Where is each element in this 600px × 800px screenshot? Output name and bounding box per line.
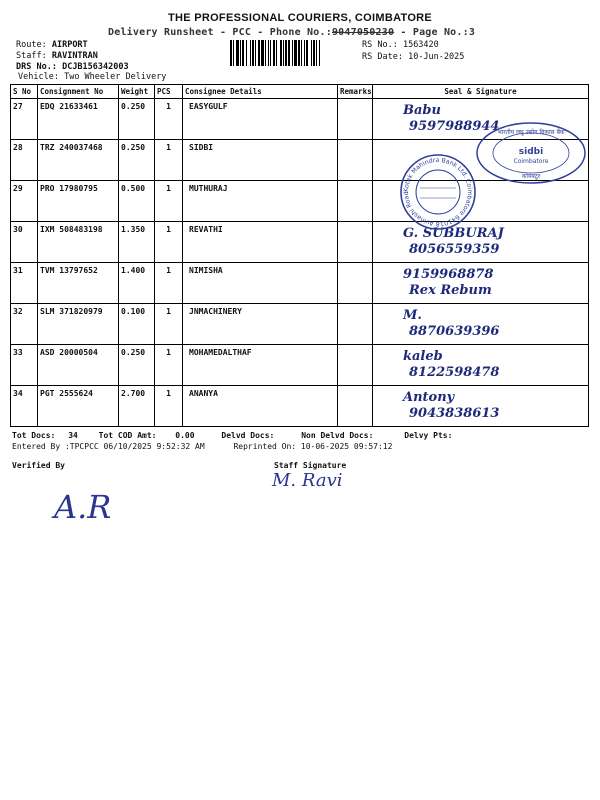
barcode-bar	[292, 40, 293, 66]
barcode-bar	[230, 40, 232, 66]
handwritten-phone: 8056559359	[409, 242, 500, 257]
cell-remarks	[338, 304, 373, 345]
delvy-pts-label: Delvy Pts:	[404, 431, 453, 440]
table-row	[11, 386, 589, 427]
cell-remarks	[338, 386, 373, 427]
rs-no-label: RS No.:	[362, 40, 398, 50]
barcode-bar	[301, 40, 302, 66]
col-consignee: Consignee Details	[183, 85, 338, 99]
col-seal-signature: Seal & Signature	[373, 85, 589, 99]
cell-consignment-no: EDQ 21633461	[38, 99, 119, 140]
cell-seal-signature	[373, 345, 589, 386]
cell-consignment-no: TVM 13797652	[38, 263, 119, 304]
cell-remarks	[338, 345, 373, 386]
barcode-bar	[246, 40, 247, 66]
cell-weight: 0.250	[119, 99, 155, 140]
cell-pcs: 1	[155, 222, 183, 263]
sidbi-seal-stamp	[474, 120, 588, 186]
cell-consignee: EASYGULF	[183, 99, 338, 140]
cell-pcs: 1	[155, 386, 183, 427]
col-consignment: Consignment No	[38, 85, 119, 99]
cell-consignment-no: PGT 2555624	[38, 386, 119, 427]
cell-consignment-no: ASD 20000504	[38, 345, 119, 386]
route-label: Route:	[16, 40, 47, 50]
svg-text:Kotak Mahindra Bank Ltd. Coimb	[403, 157, 473, 227]
handwritten-phone: Rex Rebum	[409, 283, 492, 298]
cell-consignee: NIMISHA	[183, 263, 338, 304]
barcode-bar	[304, 40, 305, 66]
barcode-bar	[298, 40, 300, 66]
cell-consignment-no: TRZ 240037468	[38, 140, 119, 181]
rs-date-line	[362, 52, 464, 62]
cell-pcs: 1	[155, 99, 183, 140]
verified-signature: A.R	[54, 488, 112, 526]
reprinted-on: Reprinted On: 10-06-2025 09:57:12	[233, 442, 393, 451]
cell-sno: 28	[11, 140, 38, 181]
cell-pcs: 1	[155, 304, 183, 345]
table-header-row	[11, 85, 589, 99]
table-row	[11, 263, 589, 304]
cell-weight: 0.250	[119, 140, 155, 181]
handwritten-phone: 9043838613	[409, 406, 500, 421]
cell-sno: 33	[11, 345, 38, 386]
cell-pcs: 1	[155, 181, 183, 222]
cell-pcs: 1	[155, 263, 183, 304]
cell-seal-signature	[373, 386, 589, 427]
col-weight: Weight	[119, 85, 155, 99]
non-delvd-docs-label: Non Delvd Docs:	[301, 431, 374, 440]
barcode-bar	[319, 40, 320, 66]
table-row	[11, 345, 589, 386]
barcode-bar	[255, 40, 256, 66]
cell-consignee: REVATHI	[183, 222, 338, 263]
barcode-bar	[265, 40, 266, 66]
tot-cod-value: 0.00	[175, 431, 195, 440]
barcode-bar	[270, 40, 271, 66]
phone-number: 9047050230	[331, 27, 395, 38]
staff-handwritten-signature: M. Ravi	[272, 470, 343, 491]
route-line	[16, 40, 88, 50]
cell-pcs: 1	[155, 345, 183, 386]
barcode-bar	[250, 40, 251, 66]
cell-consignment-no: SLM 371820979	[38, 304, 119, 345]
barcode-bar	[236, 40, 239, 66]
staff-label: Staff:	[16, 51, 47, 61]
cell-consignment-no: IXM 508483198	[38, 222, 119, 263]
entered-by: Entered By :TPCPCC 06/10/2025 9:52:32 AM	[12, 442, 205, 451]
staff-value: RAVINTRAN	[51, 51, 98, 61]
cell-seal-signature	[373, 304, 589, 345]
subtitle-prefix: Delivery Runsheet - PCC - Phone No.:	[108, 27, 332, 38]
barcode-bar	[306, 40, 308, 66]
footer-totals	[12, 431, 452, 440]
runsheet-subtitle	[108, 27, 475, 38]
vehicle-value: Two Wheeler Delivery	[64, 72, 167, 82]
cell-remarks	[338, 222, 373, 263]
tot-cod-label: Tot COD Amt:	[98, 431, 157, 440]
handwritten-name: G. SUBBURAJ	[403, 226, 504, 241]
route-value: AIRPORT	[51, 40, 88, 50]
col-sno: S No	[11, 85, 38, 99]
rs-no-line	[362, 40, 439, 50]
cell-consignee: MUTHURAJ	[183, 181, 338, 222]
sidbi-city: Coimbatore	[513, 158, 549, 165]
cell-pcs: 1	[155, 140, 183, 181]
cell-consignee: MOHAMEDALTHAF	[183, 345, 338, 386]
table-row	[11, 222, 589, 263]
cell-remarks	[338, 263, 373, 304]
tot-docs-value: 34	[68, 431, 78, 440]
cell-sno: 34	[11, 386, 38, 427]
drs-line	[16, 62, 129, 72]
cell-sno: 27	[11, 99, 38, 140]
handwritten-name: kaleb	[403, 349, 443, 364]
col-remarks: Remarks	[338, 85, 373, 99]
cell-consignee: ANANYA	[183, 386, 338, 427]
handwritten-phone: 8870639396	[409, 324, 500, 339]
cell-weight: 0.100	[119, 304, 155, 345]
barcode-bar	[276, 40, 277, 66]
cell-consignee: SIDBI	[183, 140, 338, 181]
cell-sno: 29	[11, 181, 38, 222]
cell-remarks	[338, 99, 373, 140]
table-row	[11, 304, 589, 345]
cell-remarks	[338, 181, 373, 222]
drs-value: DCJB156342003	[62, 62, 129, 72]
rs-date-label: RS Date:	[362, 52, 403, 62]
handwritten-name: M.	[403, 308, 422, 323]
barcode-bar	[313, 40, 315, 66]
cell-sno: 32	[11, 304, 38, 345]
barcode-bar	[285, 40, 287, 66]
handwritten-phone: 8122598478	[409, 365, 500, 380]
cell-weight: 1.400	[119, 263, 155, 304]
footer-entry-line	[12, 442, 392, 451]
staff-line	[16, 51, 98, 61]
staff-signature-label: Staff Signature	[274, 461, 347, 470]
vehicle-line	[18, 72, 166, 82]
bank-seal-text: Kotak Mahindra Bank Ltd. Coimbatore 641018 Avinashi Road	[402, 156, 474, 228]
cell-consignee: JNMACHINERY	[183, 304, 338, 345]
handwritten-name: Antony	[403, 390, 455, 405]
barcode-bar	[311, 40, 312, 66]
delvd-docs-label: Delvd Docs:	[221, 431, 275, 440]
barcode-bar	[280, 40, 282, 66]
cell-consignment-no: PRO 17980795	[38, 181, 119, 222]
bank-seal-stamp	[398, 152, 478, 232]
document-title: THE PROFESSIONAL COURIERS, COIMBATORE	[167, 12, 433, 24]
cell-sno: 30	[11, 222, 38, 263]
vehicle-label: Vehicle:	[18, 72, 59, 82]
barcode-bar	[233, 40, 234, 66]
barcode-image	[230, 40, 356, 66]
barcode-bar	[316, 40, 317, 66]
barcode-bar	[268, 40, 269, 66]
barcode-bar	[294, 40, 297, 66]
tot-docs-label: Tot Docs:	[12, 431, 56, 440]
barcode-bar	[273, 40, 275, 66]
rs-date-value: 10-Jun-2025	[408, 52, 465, 62]
drs-label: DRS No.:	[16, 62, 57, 72]
sidbi-hindi-name: भारतीय लघु उद्योग विकास बैंक	[497, 129, 565, 136]
cell-weight: 1.350	[119, 222, 155, 263]
handwritten-phone: 9597988944	[409, 119, 500, 134]
col-pcs: PCS	[155, 85, 183, 99]
barcode-bar	[258, 40, 260, 66]
barcode-bar	[261, 40, 264, 66]
sidbi-hindi-city: कोयंबटूर	[521, 173, 541, 180]
cell-remarks	[338, 140, 373, 181]
cell-sno: 31	[11, 263, 38, 304]
verified-by-label: Verified By	[12, 461, 65, 470]
sidbi-logo-text: sidbi	[518, 147, 544, 157]
barcode-bar	[288, 40, 290, 66]
barcode-bar	[283, 40, 284, 66]
rs-no-value: 1563420	[402, 40, 439, 50]
page-number: - Page No.:3	[400, 27, 476, 38]
cell-weight: 0.250	[119, 345, 155, 386]
handwritten-name: Babu	[403, 103, 441, 118]
cell-seal-signature	[373, 263, 589, 304]
handwritten-name: 9159968878	[403, 267, 494, 282]
cell-weight: 2.700	[119, 386, 155, 427]
barcode-bar	[240, 40, 241, 66]
table-row	[11, 181, 589, 222]
cell-weight: 0.500	[119, 181, 155, 222]
barcode-bar	[242, 40, 244, 66]
barcode-bar	[252, 40, 254, 66]
